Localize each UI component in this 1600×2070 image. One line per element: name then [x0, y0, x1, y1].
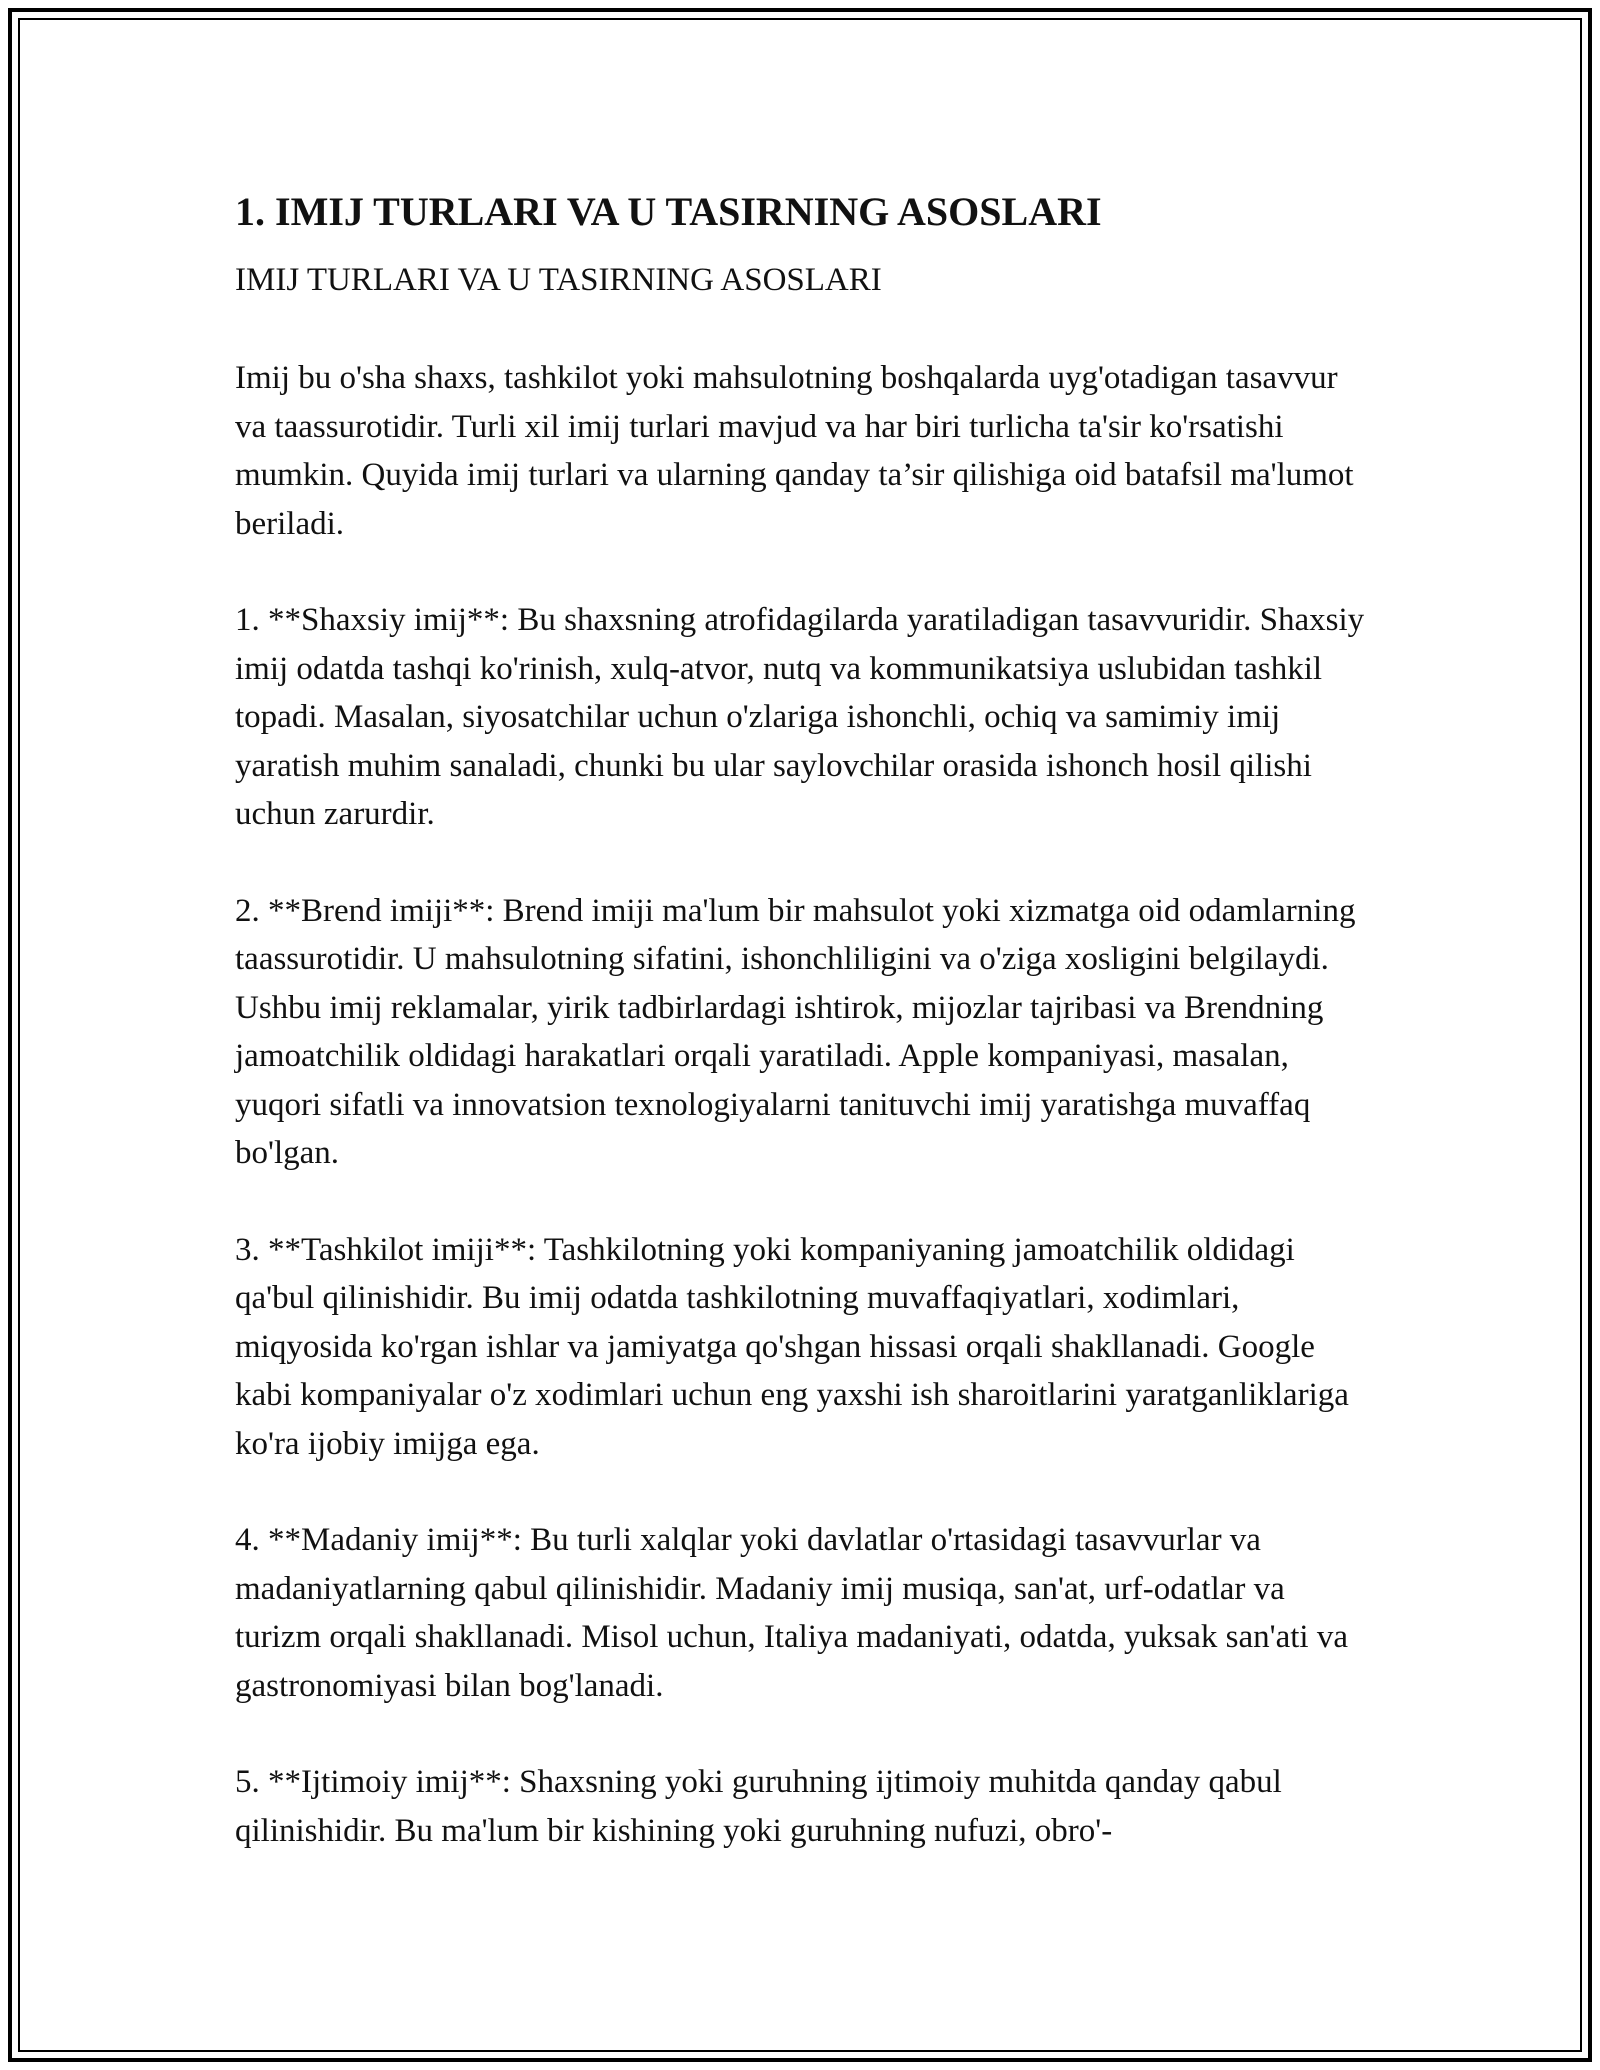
document-subheading: IMIJ TURLARI VA U TASIRNING ASOSLARI	[235, 262, 882, 298]
paragraph-social-image: 5. **Ijtimoiy imij**: Shaxsning yoki guruhning ijtimoiy muhitda qanday qabul qilinishidir. Bu ma'lum bir kishining yoki guruhning nufuzi, obro'-	[235, 1764, 1282, 1849]
paragraph-organization-image: 3. **Tashkilot imiji**: Tashkilotning yoki kompaniyaning jamoatchilik oldidagi qa'bul qilinishidir. Bu imij odatda tashkilotning muvaffaqiyatlari, xodimlari, miqyosida ko'rgan ishlar va jamiyatga qo'shgan hissasi orqali shakllanadi. Google kabi kompaniyalar o'z xodimlari uchun eng yaxshi ish sharoitlarini yaratganliklariga ko'ra ijobiy imijga ega.	[235, 1231, 1349, 1462]
paragraph-cultural-image: 4. **Madaniy imij**: Bu turli xalqlar yoki davlatlar o'rtasidagi tasavvurlar va madaniyatlarning qabul qilinishidir. Madaniy imij musiqa, san'at, urf-odatlar va turizm orqali shakllanadi. Misol uchun, Italiya madaniyati, odatda, yuksak san'ati va gastronomiyasi bilan bog'lanadi.	[235, 1522, 1348, 1704]
paragraph-brand-image: 2. **Brend imiji**: Brend imiji ma'lum bir mahsulot yoki xizmatga oid odamlarning taassurotidir. U mahsulotning sifatini, ishonchliligini va o'ziga xosligini belgilaydi. Ushbu imij reklamalar, yirik tadbirlardagi ishtirok, mijozlar tajribasi va Brendning jamoatchilik oldidagi harakatlari orqali yaratiladi. Apple kompaniyasi, masalan, yuqori sifatli va innovatsion texnologiyalarni tanituvchi imij yaratishga muvaffaq bo'lgan.	[235, 892, 1356, 1171]
document-body	[235, 188, 1375, 1903]
document-heading: 1. IMIJ TURLARI VA U TASIRNING ASOSLARI	[235, 189, 1102, 234]
paragraph-personal-image: 1. **Shaxsiy imij**: Bu shaxsning atrofidagilarda yaratiladigan tasavvuridir. Shaxsiy imij odatda tashqi ko'rinish, xulq-atvor, nutq va kommunikatsiya uslubidan tashkil topadi. Masalan, siyosatchilar uchun o'zlariga ishonchli, ochiq va samimiy imij yaratish muhim sanaladi, chunki bu ular saylovchilar orasida ishonch hosil qilishi uchun zarurdir.	[235, 602, 1365, 832]
intro-paragraph: Imij bu o'sha shaxs, tashkilot yoki mahsulotning boshqalarda uyg'otadigan tasavvur va taassurotidir. Turli xil imij turlari mavjud va har biri turlicha ta'sir ko'rsatishi mumkin. Quyida imij turlari va ularning qanday ta’sir qilishiga oid batafsil ma'lumot beriladi.	[235, 360, 1354, 542]
